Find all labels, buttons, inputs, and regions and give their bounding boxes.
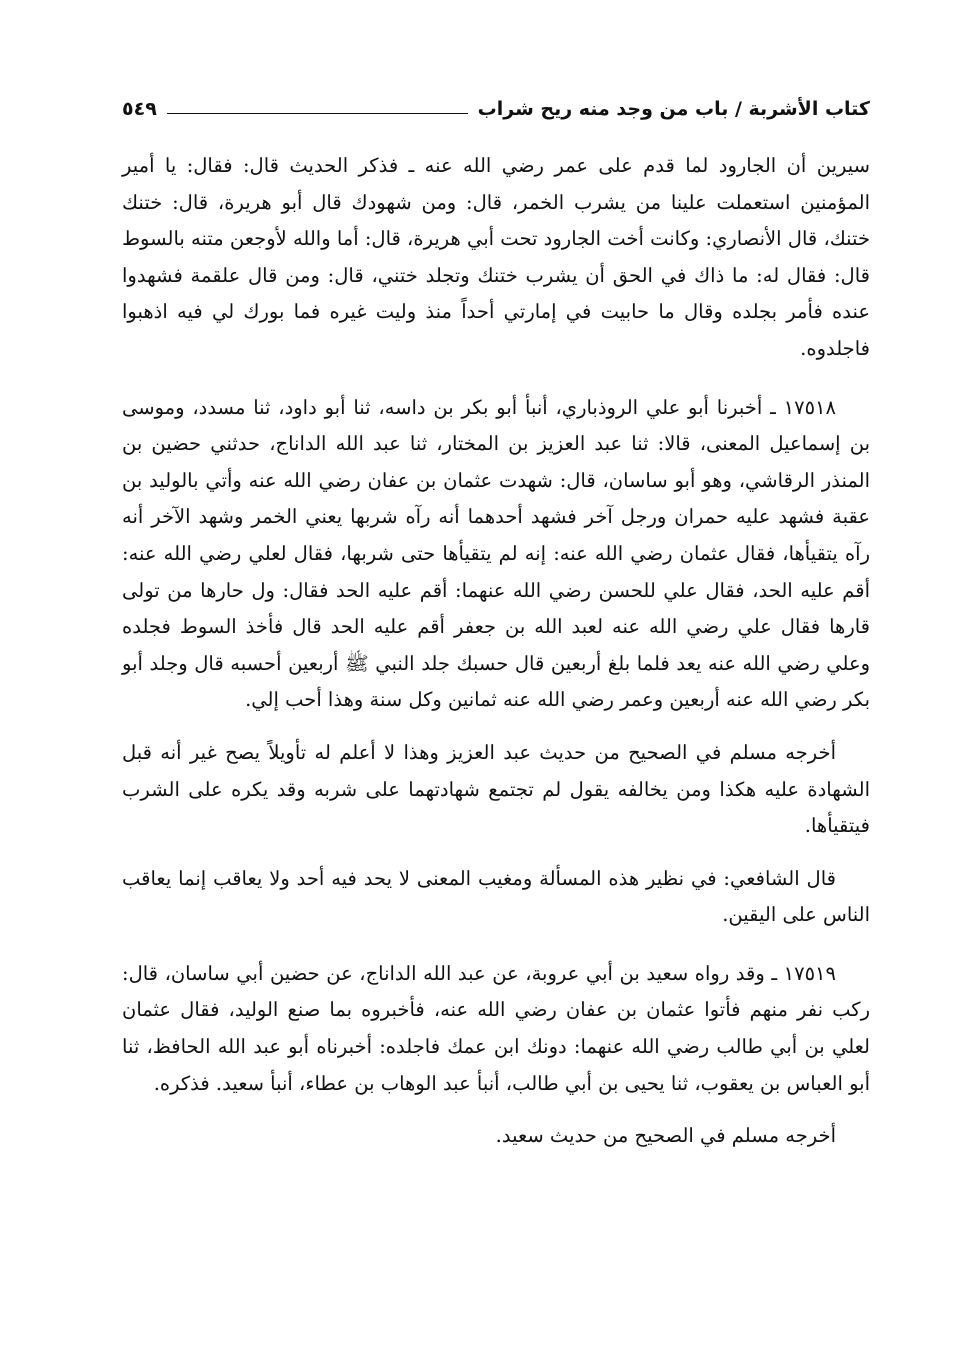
hadith-17518: ١٧٥١٨ ـ أخبرنا أبو علي الروذباري، أنبأ أبو بكر بن داسه، ثنا أبو داود، ثنا مسدد، وموسى بن إسماعيل المعنى، قالا: ثنا عبد العزيز بن المختار، ثنا عبد الله الداناج، حدثني حضين بن المنذر الرقاشي، وهو أبو ساسان، قال: شهدت عثمان بن عفان رضي الله عنه وأتي بالوليد بن عقبة فشهد عليه حمران ورجل آخر فشهد أحدهما أنه رآه شربها يعني الخمر وشهد الآخر أنه رآه يتقيأها، فقال عثمان رضي الله عنه: إنه لم يتقيأها حتى شربها، فقال لعلي رضي الله عنه: أقم عليه الحد، فقال علي للحسن رضي الله عنهما: أقم عليه الحد فقال: ول حارها من تولى قارها فقال علي رضي الله عنه لعبد الله بن جعفر أقم عليه الحد قال فأخذ السوط فجلده وعلي رضي الله عنه يعد فلما بلغ أربعين قال حسبك جلد النبي ﷺ أربعين أحسبه قال وجلد أبو بكر رضي الله عنه أربعين وعمر رضي الله عنه ثمانين وكل سنة وهذا أحب إلي. bbox=[122, 395, 870, 712]
page-number: ٥٤٩ bbox=[122, 98, 157, 120]
running-header bbox=[122, 92, 870, 126]
paragraph-final-note: أخرجه مسلم في الصحيح من حديث سعيد. bbox=[495, 1124, 836, 1148]
header-title: كتاب الأشربة / باب من وجد منه ريح شراب bbox=[477, 98, 870, 120]
paragraph-continuation: سيرين أن الجارود لما قدم على عمر رضي الله عنه ـ فذكر الحديث قال: فقال: يا أمير المؤمنين استعملت علينا من يشرب الخمر، قال: ومن شهودك قال أبو هريرة، قال: ختنك ختنك، قال الأنصاري: وكانت أخت الجارود تحت أبي هريرة، قال: أما والله لأوجعن متنه بالسوط قال: فقال له: ما ذاك في الحق أن يشرب ختنك وتجلد ختني، قال: ومن قال علقمة فشهدوا عنده فأمر بجلده وقال ما حابيت في إمارتي أحداً منذ وليت غيره فما بورك لي فيه اذهبوا فاجلدوه. bbox=[122, 154, 870, 360]
hadith-17519: ١٧٥١٩ ـ وقد رواه سعيد بن أبي عروبة، عن عبد الله الداناج، عن حضين أبي ساسان، قال: ركب نفر منهم فأتوا عثمان بن عفان رضي الله عنه، فأخبروه بما صنع الوليد، فقال عثمان لعلي بن أبي طالب رضي الله عنهما: دونك ابن عمك فاجلده: أخبرناه أبو عبد الله الحافظ، ثنا أبو العباس بن يعقوب، ثنا يحيى بن أبي طالب، أنبأ عبد الوهاب بن عطاء، أنبأ سعيد. فذكره. bbox=[122, 961, 870, 1095]
paragraph-spacer bbox=[122, 1102, 870, 1118]
paragraph-spacer bbox=[122, 719, 870, 735]
page-body bbox=[122, 148, 870, 1155]
paragraph-spacer bbox=[122, 934, 870, 956]
paragraph-spacer bbox=[122, 845, 870, 861]
paragraph-spacer bbox=[122, 368, 870, 390]
paragraph-muslim-note: أخرجه مسلم في الصحيح من حديث عبد العزيز وهذا لا أعلم له تأويلاً يصح غير أنه قبل الشهادة عليه هكذا ومن يخالفه يقول لم تجتمع شهادتهما على شربه وقد يكره على الشرب فيتقيأها. bbox=[122, 740, 870, 838]
header-rule bbox=[167, 113, 468, 114]
paragraph-shafii: قال الشافعي: في نظير هذه المسألة ومغيب المعنى لا يحد فيه أحد ولا يعاقب إنما يعاقب الناس على اليقين. bbox=[122, 866, 870, 927]
